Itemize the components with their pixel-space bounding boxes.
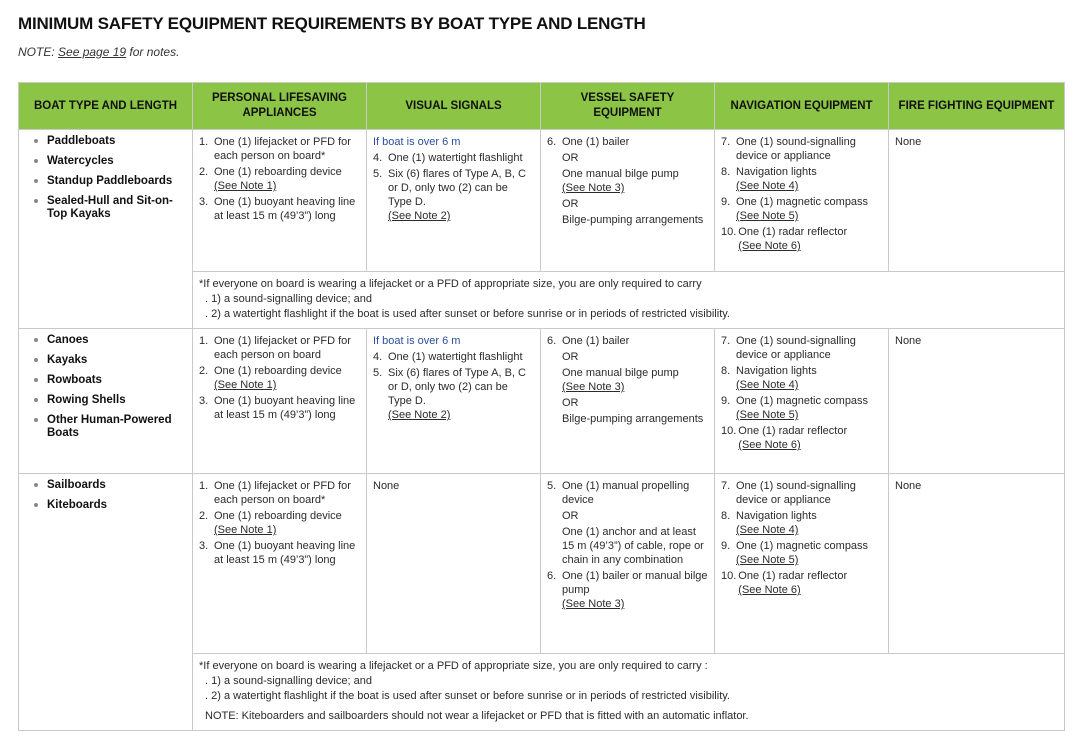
item-text xyxy=(562,350,708,364)
item-label: Bilge-pumping arrangements xyxy=(562,413,704,425)
footnote-line: . 2) a watertight flashlight if the boat is used after sunset or before sunrise or in periods of restricted visibility. xyxy=(205,690,730,702)
boat-type-item: Kiteboards xyxy=(33,499,186,512)
list-item xyxy=(721,394,882,422)
item-label: One (1) anchor and at least 15 m (49’3”) of cable, rope or chain in any combination xyxy=(562,526,704,566)
item-label: One (1) reboarding device xyxy=(214,510,342,522)
item-text xyxy=(736,509,882,537)
visual-none: None xyxy=(373,480,400,492)
header-lifesaving: PERSONAL LIFESAVING APPLIANCES xyxy=(193,83,367,130)
header-navigation: NAVIGATION EQUIPMENT xyxy=(715,83,889,130)
item-number: 6. xyxy=(547,136,557,148)
vessel-list xyxy=(547,135,708,227)
footnote-line: *If everyone on board is wearing a lifejacket or a PFD of appropriate size, you are only required to carry xyxy=(199,278,702,290)
item-label: One (1) buoyant heaving line at least 15 m (49’3”) long xyxy=(214,395,356,421)
see-note-link[interactable]: (See Note 1) xyxy=(214,524,277,536)
page-note xyxy=(18,45,179,59)
list-item xyxy=(547,569,708,611)
boat-type-item: Rowboats xyxy=(33,374,186,387)
item-label: OR xyxy=(562,510,579,522)
list-item xyxy=(547,412,708,426)
header-vessel-safety: VESSEL SAFETY EQUIPMENT xyxy=(541,83,715,130)
list-item xyxy=(199,195,360,223)
item-label: One (1) sound-signalling device or appliance xyxy=(736,480,856,506)
item-label: One (1) bailer xyxy=(562,136,630,148)
item-text xyxy=(562,334,708,348)
item-number: 10. xyxy=(721,226,737,238)
item-text xyxy=(738,424,882,452)
navigation-list xyxy=(721,135,882,253)
item-label: One (1) bailer xyxy=(562,335,630,347)
list-item xyxy=(373,366,534,422)
see-note-link[interactable]: (See Note 1) xyxy=(214,379,277,391)
footnote-line: . 1) a sound-signalling device; and xyxy=(205,293,372,305)
visual-condition: If boat is over 6 m xyxy=(373,136,461,148)
item-text xyxy=(736,479,882,507)
item-number: 10. xyxy=(721,570,737,582)
list-item xyxy=(721,195,882,223)
see-note-link[interactable]: (See Note 6) xyxy=(738,240,801,252)
item-number xyxy=(547,396,562,410)
item-label: One (1) radar reflector xyxy=(738,226,848,238)
footnote-line: *If everyone on board is wearing a lifejacket or a PFD of appropriate size, you are only required to carry : xyxy=(199,660,708,672)
visual-signals-cell xyxy=(367,130,541,272)
list-item xyxy=(547,509,708,523)
lifesaving-list xyxy=(199,334,360,422)
item-number: 3. xyxy=(199,196,209,208)
item-text xyxy=(388,151,534,165)
boat-type-item: Sealed-Hull and Sit-on-Top Kayaks xyxy=(33,195,186,221)
see-note-link[interactable]: (See Note 4) xyxy=(736,524,799,536)
visual-list xyxy=(373,151,534,223)
item-number: 7. xyxy=(721,335,731,347)
item-number: 10. xyxy=(721,425,737,437)
item-text xyxy=(562,396,708,410)
boat-type-list xyxy=(25,334,186,440)
list-item xyxy=(721,509,882,537)
item-number: 2. xyxy=(199,365,209,377)
item-text xyxy=(562,479,708,507)
item-number: 9. xyxy=(721,196,731,208)
item-text xyxy=(738,225,882,253)
list-item xyxy=(547,334,708,348)
item-label: One (1) magnetic compass xyxy=(736,395,869,407)
vessel-safety-cell xyxy=(541,130,715,272)
table-row xyxy=(19,329,1065,474)
item-number xyxy=(547,366,562,394)
item-number: 8. xyxy=(721,365,731,377)
item-label: Six (6) flares of Type A, B, C or D, only two (2) can be Type D. xyxy=(388,367,526,407)
note-suffix: for notes. xyxy=(126,45,180,59)
lifesaving-list xyxy=(199,135,360,223)
item-text xyxy=(736,394,882,422)
item-text xyxy=(562,569,708,611)
item-number: 4. xyxy=(373,152,383,164)
item-text xyxy=(736,165,882,193)
footnote-note: NOTE: Kiteboarders and sailboarders should not wear a lifejacket or PFD that is fitted with an automatic inflator. xyxy=(205,710,749,722)
item-label: One (1) magnetic compass xyxy=(736,196,869,208)
item-text xyxy=(562,525,708,567)
item-text xyxy=(214,135,360,163)
item-text xyxy=(388,350,534,364)
item-label: One (1) reboarding device xyxy=(214,365,342,377)
boat-type-item: Standup Paddleboards xyxy=(33,175,186,188)
vessel-safety-cell xyxy=(541,474,715,654)
list-item xyxy=(547,135,708,149)
list-item xyxy=(721,135,882,163)
list-item xyxy=(547,151,708,165)
item-text xyxy=(214,539,360,567)
see-note-link[interactable]: (See Note 3) xyxy=(562,598,625,610)
list-item xyxy=(199,135,360,163)
item-number: 7. xyxy=(721,136,731,148)
see-note-link[interactable]: (See Note 5) xyxy=(736,409,799,421)
item-number: 9. xyxy=(721,395,731,407)
lifesaving-list xyxy=(199,479,360,567)
item-text xyxy=(214,334,360,362)
item-number: 4. xyxy=(373,351,383,363)
see-page-link[interactable]: See page 19 xyxy=(58,45,127,59)
item-number: 1. xyxy=(199,335,209,347)
item-number: 6. xyxy=(547,570,557,582)
navigation-cell xyxy=(715,474,889,654)
item-label: One (1) sound-signalling device or appliance xyxy=(736,136,856,162)
boat-type-cell xyxy=(19,329,193,474)
header-row xyxy=(19,83,1065,130)
lifesaving-cell xyxy=(193,130,367,272)
item-number xyxy=(547,213,562,227)
note-prefix: NOTE: xyxy=(18,45,59,59)
item-text xyxy=(562,197,708,211)
item-number: 3. xyxy=(199,395,209,407)
item-text xyxy=(736,334,882,362)
item-number: 2. xyxy=(199,510,209,522)
vessel-safety-cell xyxy=(541,329,715,474)
list-item xyxy=(547,479,708,507)
list-item xyxy=(547,350,708,364)
item-label: Navigation lights xyxy=(736,166,817,178)
see-note-link[interactable]: (See Note 4) xyxy=(736,379,799,391)
item-text xyxy=(562,412,708,426)
fire-fighting-cell: None xyxy=(889,474,1065,654)
item-number: 7. xyxy=(721,480,731,492)
list-item xyxy=(721,539,882,567)
item-label: Six (6) flares of Type A, B, C or D, only two (2) can be Type D. xyxy=(388,168,526,208)
item-number: 1. xyxy=(199,136,209,148)
item-text xyxy=(214,479,360,507)
list-item xyxy=(199,509,360,537)
item-text xyxy=(562,213,708,227)
list-item xyxy=(721,569,882,597)
item-label: Navigation lights xyxy=(736,510,817,522)
item-label: One manual bilge pump xyxy=(562,367,679,379)
item-text xyxy=(214,364,360,392)
item-number: 5. xyxy=(547,480,557,492)
item-text xyxy=(214,195,360,223)
item-label: One (1) lifejacket or PFD for each person on board* xyxy=(214,136,351,162)
page-title: MINIMUM SAFETY EQUIPMENT REQUIREMENTS BY BOAT TYPE AND LENGTH xyxy=(18,14,646,33)
boat-type-item: Canoes xyxy=(33,334,186,347)
see-note-link[interactable]: (See Note 3) xyxy=(562,381,625,393)
boat-type-cell xyxy=(19,474,193,731)
see-note-link[interactable]: (See Note 2) xyxy=(388,409,451,421)
item-text xyxy=(562,151,708,165)
list-item xyxy=(199,334,360,362)
header-visual-signals: VISUAL SIGNALS xyxy=(367,83,541,130)
list-item xyxy=(547,197,708,211)
item-label: One (1) radar reflector xyxy=(738,425,848,437)
list-item xyxy=(721,165,882,193)
boat-type-cell xyxy=(19,130,193,329)
item-text xyxy=(388,167,534,223)
visual-condition: If boat is over 6 m xyxy=(373,335,461,347)
list-item xyxy=(547,366,708,394)
header-boat-type: BOAT TYPE AND LENGTH xyxy=(19,83,193,130)
lifesaving-cell xyxy=(193,474,367,654)
list-item xyxy=(199,165,360,193)
fire-fighting-cell: None xyxy=(889,329,1065,474)
list-item xyxy=(547,213,708,227)
item-label: One (1) magnetic compass xyxy=(736,540,869,552)
boat-type-item: Paddleboats xyxy=(33,135,186,148)
list-item xyxy=(721,225,882,253)
list-item xyxy=(199,539,360,567)
item-number xyxy=(547,167,562,195)
item-label: OR xyxy=(562,152,579,164)
item-label: Navigation lights xyxy=(736,365,817,377)
list-item xyxy=(199,479,360,507)
item-label: One (1) bailer or manual bilge pump xyxy=(562,570,708,596)
item-label: Bilge-pumping arrangements xyxy=(562,214,704,226)
list-item xyxy=(199,364,360,392)
list-item xyxy=(547,396,708,410)
boat-type-list xyxy=(25,479,186,512)
list-item xyxy=(547,525,708,567)
item-number: 6. xyxy=(547,335,557,347)
item-text xyxy=(562,135,708,149)
item-text xyxy=(736,195,882,223)
item-number xyxy=(547,509,562,523)
see-note-link[interactable]: (See Note 3) xyxy=(562,182,625,194)
item-text xyxy=(562,167,708,195)
item-label: OR xyxy=(562,351,579,363)
item-label: One manual bilge pump xyxy=(562,168,679,180)
item-number: 2. xyxy=(199,166,209,178)
item-label: One (1) lifejacket or PFD for each person on board* xyxy=(214,480,351,506)
visual-list xyxy=(373,350,534,422)
item-number: 5. xyxy=(373,168,383,180)
footnote-cell xyxy=(193,272,1065,329)
boat-type-list xyxy=(25,135,186,221)
footnote-line: . 1) a sound-signalling device; and xyxy=(205,675,372,687)
footnote-line: . 2) a watertight flashlight if the boat is used after sunset or before sunrise or in periods of restricted visibility. xyxy=(205,308,730,320)
item-number xyxy=(547,412,562,426)
boat-type-item: Kayaks xyxy=(33,354,186,367)
item-number xyxy=(547,350,562,364)
item-label: One (1) buoyant heaving line at least 15 m (49’3”) long xyxy=(214,196,356,222)
list-item xyxy=(721,479,882,507)
item-label: One (1) reboarding device xyxy=(214,166,342,178)
see-note-link[interactable]: (See Note 1) xyxy=(214,180,277,192)
item-label: One (1) lifejacket or PFD for each person on board xyxy=(214,335,351,361)
navigation-cell xyxy=(715,329,889,474)
list-item xyxy=(373,167,534,223)
see-note-link[interactable]: (See Note 5) xyxy=(736,210,799,222)
requirements-table xyxy=(18,82,1065,731)
table-row xyxy=(19,474,1065,654)
item-number xyxy=(547,151,562,165)
see-note-link[interactable]: (See Note 5) xyxy=(736,554,799,566)
item-text xyxy=(736,364,882,392)
fire-fighting-cell: None xyxy=(889,130,1065,272)
item-label: One (1) manual propelling device xyxy=(562,480,690,506)
lifesaving-cell xyxy=(193,329,367,474)
item-text xyxy=(562,509,708,523)
item-number: 3. xyxy=(199,540,209,552)
visual-signals-cell xyxy=(367,474,541,654)
list-item xyxy=(199,394,360,422)
item-number: 8. xyxy=(721,166,731,178)
item-label: One (1) sound-signalling device or appliance xyxy=(736,335,856,361)
item-label: One (1) buoyant heaving line at least 15 m (49’3”) long xyxy=(214,540,356,566)
item-number: 8. xyxy=(721,510,731,522)
header-fire-fighting: FIRE FIGHTING EQUIPMENT xyxy=(889,83,1065,130)
item-text xyxy=(738,569,882,597)
list-item xyxy=(373,350,534,364)
item-number xyxy=(547,525,562,567)
visual-signals-cell xyxy=(367,329,541,474)
boat-type-item: Other Human-Powered Boats xyxy=(33,414,186,440)
item-number: 9. xyxy=(721,540,731,552)
item-label: OR xyxy=(562,397,579,409)
item-text xyxy=(388,366,534,422)
list-item xyxy=(547,167,708,195)
item-text xyxy=(562,366,708,394)
item-number: 1. xyxy=(199,480,209,492)
boat-type-item: Rowing Shells xyxy=(33,394,186,407)
item-label: One (1) radar reflector xyxy=(738,570,848,582)
item-text xyxy=(214,394,360,422)
navigation-list xyxy=(721,334,882,452)
see-note-link[interactable]: (See Note 6) xyxy=(738,439,801,451)
table-row xyxy=(19,130,1065,272)
list-item xyxy=(721,364,882,392)
item-text xyxy=(736,539,882,567)
item-text xyxy=(214,165,360,193)
list-item xyxy=(373,151,534,165)
navigation-list xyxy=(721,479,882,597)
item-number: 5. xyxy=(373,367,383,379)
see-note-link[interactable]: (See Note 4) xyxy=(736,180,799,192)
list-item xyxy=(721,424,882,452)
item-text xyxy=(214,509,360,537)
boat-type-item: Sailboards xyxy=(33,479,186,492)
footnote-cell xyxy=(193,654,1065,731)
item-number xyxy=(547,197,562,211)
item-text xyxy=(736,135,882,163)
item-label: OR xyxy=(562,198,579,210)
boat-type-item: Watercycles xyxy=(33,155,186,168)
see-note-link[interactable]: (See Note 2) xyxy=(388,210,451,222)
vessel-list xyxy=(547,479,708,611)
item-label: One (1) watertight flashlight xyxy=(388,351,523,363)
item-label: One (1) watertight flashlight xyxy=(388,152,523,164)
list-item xyxy=(721,334,882,362)
see-note-link[interactable]: (See Note 6) xyxy=(738,584,801,596)
vessel-list xyxy=(547,334,708,426)
navigation-cell xyxy=(715,130,889,272)
